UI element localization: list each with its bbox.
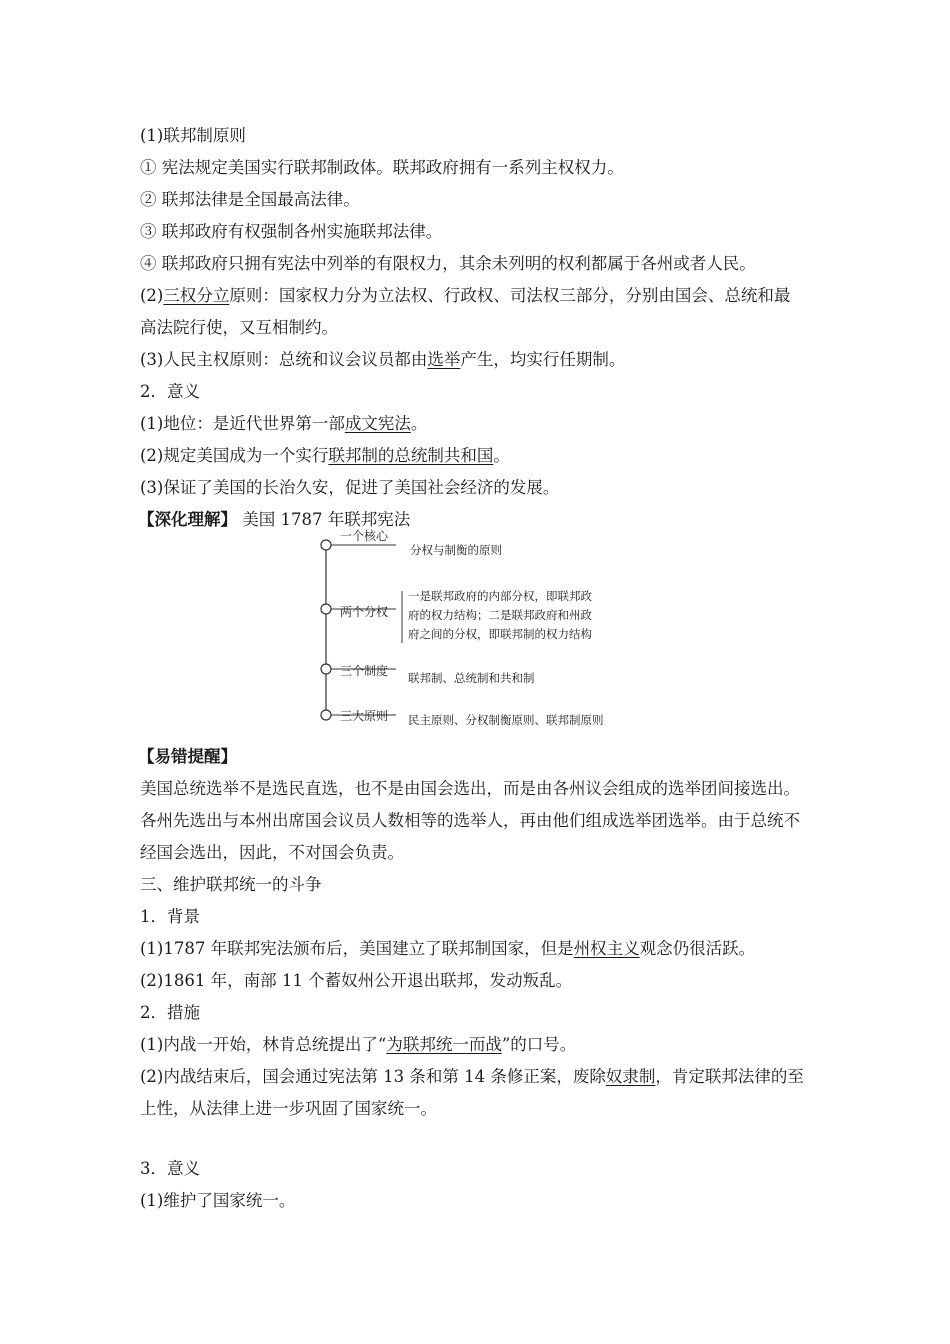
section-3-title: 三、维护联邦统一的斗争	[140, 875, 322, 894]
text-fragment: 。	[410, 414, 428, 433]
meaning-item-3: (3)保证了美国的长治久安，促进了美国社会经济的发展。	[140, 478, 560, 497]
significance-item-1: (1)维护了国家统一。	[140, 1191, 296, 1210]
text-fragment: (1)地位：是近代世界第一部	[140, 414, 345, 433]
text-fragment: 。	[493, 446, 510, 465]
deep-understanding-title: 美国 1787 年联邦宪法	[242, 510, 411, 529]
underlined-term: 选举	[427, 350, 461, 369]
principle-federalism-title: (1)联邦制原则	[140, 126, 246, 145]
federalism-item-3: ③ 联邦政府有权强制各州实施联邦法律。	[140, 222, 443, 241]
text-fragment: ”的口号。	[501, 1035, 577, 1054]
error-reminder-line-1: 美国总统选举不是选民直选，也不是由国会选出，而是由各州议会组成的选举团间接选出。	[140, 779, 800, 798]
text-fragment: 观念仍很活跃。	[639, 939, 756, 958]
error-reminder-line-2: 各州先选出与本州出席国会议员人数相等的选举人，再由他们组成选举团选举。由于总统不	[140, 811, 800, 830]
meaning-item-1	[140, 413, 820, 435]
constitution-structure-diagram	[318, 529, 638, 733]
text-fragment: ，肯定联邦法律的至	[655, 1067, 804, 1086]
federalism-item-2: ② 联邦法律是全国最高法律。	[140, 190, 360, 209]
popular-sovereignty-line	[140, 349, 820, 371]
node-bullet	[321, 540, 331, 550]
underlined-term: 联邦制的总统制共和国	[328, 446, 494, 465]
underlined-term: 为联邦统一而战	[386, 1035, 502, 1054]
text-fragment: 产生，均实行任期制。	[460, 350, 626, 369]
separation-of-powers-cont: 高法院行使，又互相制约。	[140, 318, 338, 337]
meaning-heading: 2．意义	[140, 382, 200, 401]
measures-item-2	[140, 1066, 820, 1088]
node-label-core: 一个核心	[340, 529, 389, 543]
underlined-term: 三权分立	[163, 286, 230, 305]
text-fragment: (2)内战结束后，国会通过宪法第 13 条和第 14 条修正案，废除	[140, 1067, 606, 1086]
text-fragment: (2)规定美国成为一个实行	[140, 446, 329, 465]
node-bullet	[321, 710, 331, 720]
desc-line: 府的权力结构；二是联邦政府和州政	[408, 608, 592, 622]
meaning-item-2	[140, 445, 820, 467]
measures-heading: 2．措施	[140, 1003, 200, 1022]
federalism-item-1: ① 宪法规定美国实行联邦制政体。联邦政府拥有一系列主权权力。	[140, 158, 624, 177]
node-label-division: 两个分权	[340, 605, 389, 619]
node-label-principles: 三大原则	[340, 709, 389, 723]
node-label-systems: 三个制度	[340, 664, 389, 678]
background-heading: 1．背景	[140, 907, 200, 926]
text-fragment: (2)	[140, 286, 164, 305]
error-reminder-line-3: 经国会选出，因此，不对国会负责。	[140, 843, 404, 862]
desc-line: 一是联邦政府的内部分权，即联邦政	[408, 589, 592, 603]
measures-item-1	[140, 1034, 820, 1056]
node-desc-principles: 民主原则、分权制衡原则、联邦制原则	[408, 713, 604, 727]
background-item-1	[140, 938, 820, 960]
underlined-term: 成文宪法	[344, 414, 411, 433]
background-item-2: (2)1861 年，南部 11 个蓄奴州公开退出联邦，发动叛乱。	[140, 971, 573, 990]
node-desc-division	[408, 587, 638, 644]
text-fragment: (1)1787 年联邦宪法颁布后，美国建立了联邦制国家，但是	[140, 939, 574, 958]
text-fragment: 原则：国家权力分为立法权、行政权、司法权三部分，分别由国会、总统和最	[229, 286, 791, 305]
separation-of-powers-line	[140, 285, 820, 307]
federalism-item-4: ④ 联邦政府只拥有宪法中列举的有限权力，其余未列明的权利都属于各州或者人民。	[140, 254, 756, 273]
node-desc-core: 分权与制衡的原则	[410, 543, 502, 557]
significance-heading: 3．意义	[140, 1159, 200, 1178]
node-bullet	[321, 604, 331, 614]
underlined-term: 奴隶制	[605, 1067, 656, 1086]
text-fragment: (3)人民主权原则：总统和议会议员都由	[140, 350, 428, 369]
error-reminder-label: 【易错提醒】	[138, 747, 237, 766]
desc-line: 府之间的分权，即联邦制的权力结构	[408, 627, 592, 641]
node-desc-systems: 联邦制、总统制和共和制	[408, 671, 535, 685]
deep-understanding-label: 【深化理解】	[138, 510, 237, 529]
node-bullet	[321, 664, 331, 674]
measures-item-2-cont: 上性，从法律上进一步巩固了国家统一。	[140, 1099, 437, 1118]
underlined-term: 州权主义	[573, 939, 640, 958]
deep-understanding-header	[138, 509, 818, 531]
text-fragment: (1)内战一开始，林肯总统提出了“	[140, 1035, 387, 1054]
